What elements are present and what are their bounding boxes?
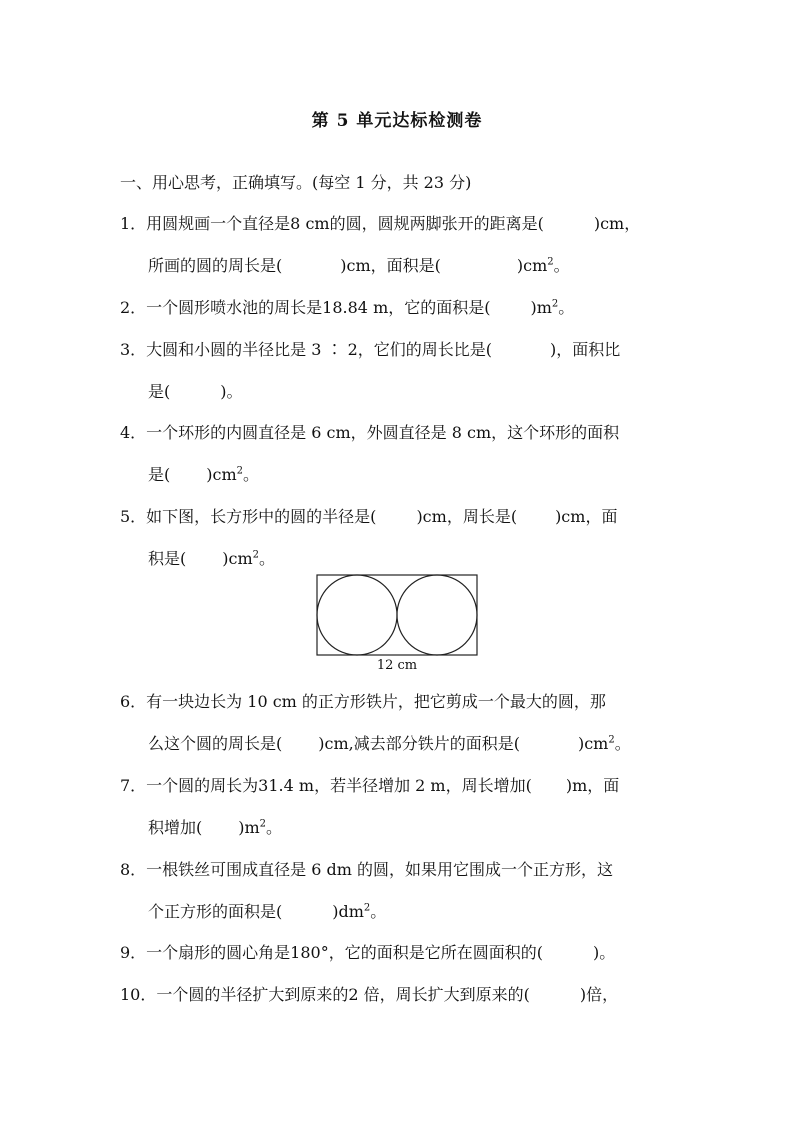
question-2 bbox=[120, 296, 574, 320]
rectangle-two-circles-figure bbox=[316, 574, 478, 656]
superscript: 2 bbox=[363, 902, 371, 914]
q5-text: )cm，面 bbox=[555, 507, 618, 526]
q5-text: 5．如下图，长方形中的圆的半径是( bbox=[120, 507, 377, 526]
question-1-line-1 bbox=[120, 212, 640, 236]
punctuation: 。 bbox=[614, 734, 631, 753]
q4-text: 是( bbox=[148, 465, 171, 484]
question-4-line-1 bbox=[120, 421, 619, 445]
q2-text: 2．一个圆形喷水池的周长是18.84 m，它的面积是( bbox=[120, 298, 491, 317]
q3-text: )。 bbox=[220, 382, 243, 401]
q2-text: )m bbox=[530, 298, 552, 317]
q7-text: 7．一个圆的周长为31.4 m，若半径增加 2 m，周长增加( bbox=[120, 776, 532, 795]
punctuation: 。 bbox=[266, 818, 283, 837]
q3-text: )，面积比 bbox=[550, 340, 621, 359]
q4-text: )cm bbox=[206, 465, 237, 484]
superscript: 2 bbox=[547, 256, 554, 268]
question-8-line-2 bbox=[148, 900, 386, 924]
q1-text: 1．用圆规画一个直径是8 cm的圆，圆规两脚张开的距离是( bbox=[120, 214, 544, 233]
q6-text: 6．有一块边长为 10 cm 的正方形铁片，把它剪成一个最大的圆，那 bbox=[120, 692, 606, 711]
left-circle bbox=[317, 575, 397, 655]
q8-text: )dm bbox=[332, 902, 364, 921]
q5-text: )cm bbox=[222, 549, 253, 568]
question-5-line-2 bbox=[148, 547, 275, 571]
punctuation: 。 bbox=[243, 465, 260, 484]
question-10 bbox=[120, 983, 618, 1007]
question-3-line-2 bbox=[148, 380, 243, 404]
punctuation: 。 bbox=[558, 298, 575, 317]
superscript: 2 bbox=[551, 298, 559, 310]
superscript: 2 bbox=[252, 549, 259, 561]
superscript: 2 bbox=[608, 734, 615, 746]
question-8-line-1 bbox=[120, 858, 613, 882]
page-title: 第 5 单元达标检测卷 bbox=[311, 111, 483, 131]
q1-text: )cm， bbox=[593, 214, 641, 233]
q9-text: 9．一个扇形的圆心角是180°，它的面积是它所在圆面积的( bbox=[120, 943, 543, 962]
q1-text: )cm bbox=[516, 256, 548, 275]
punctuation: 。 bbox=[259, 549, 276, 568]
q7-text: 积增加( bbox=[148, 818, 203, 837]
question-9 bbox=[120, 941, 615, 965]
punctuation: 。 bbox=[370, 902, 387, 921]
q5-text: 积是( bbox=[148, 549, 187, 568]
q10-text: )倍， bbox=[579, 985, 619, 1004]
q1-text: 所画的圆的周长是( bbox=[148, 256, 283, 275]
right-circle bbox=[397, 575, 477, 655]
question-7-line-1 bbox=[120, 774, 619, 798]
q10-text: 10．一个圆的半径扩大到原来的2 倍，周长扩大到原来的( bbox=[120, 985, 530, 1004]
q8-text: 8．一根铁丝可围成直径是 6 dm 的圆，如果用它围成一个正方形，这 bbox=[120, 860, 614, 879]
question-1-line-2 bbox=[148, 254, 570, 278]
superscript: 2 bbox=[259, 818, 267, 830]
q5-text: )cm，周长是( bbox=[416, 507, 518, 526]
q6-text: 么这个圆的周长是( bbox=[148, 734, 283, 753]
q3-text: 是( bbox=[148, 382, 171, 401]
section-heading: 一、用心思考，正确填写。(每空 1 分，共 23 分) bbox=[120, 173, 472, 192]
punctuation: 。 bbox=[553, 256, 570, 275]
q6-text: )cm bbox=[577, 734, 609, 753]
question-6-line-1 bbox=[120, 690, 606, 714]
superscript: 2 bbox=[236, 465, 243, 477]
figure-length-label: 12 cm bbox=[376, 658, 418, 673]
question-3-line-1 bbox=[120, 338, 620, 362]
q7-text: )m，面 bbox=[565, 776, 620, 795]
question-5-line-1 bbox=[120, 505, 617, 529]
q8-text: 个正方形的面积是( bbox=[148, 902, 283, 921]
q3-text: 3．大圆和小圆的半径比是 3 ∶ 2，它们的周长比是( bbox=[120, 340, 493, 359]
q1-text: )cm，面积是( bbox=[340, 256, 441, 275]
question-4-line-2 bbox=[148, 463, 259, 487]
q9-text: )。 bbox=[592, 943, 616, 962]
q7-text: )m bbox=[238, 818, 260, 837]
q6-text: )cm,减去部分铁片的面积是( bbox=[318, 734, 520, 753]
question-7-line-2 bbox=[148, 816, 282, 840]
question-6-line-2 bbox=[148, 732, 631, 756]
q4-text: 4．一个环形的内圆直径是 6 cm，外圆直径是 8 cm，这个环形的面积 bbox=[120, 423, 620, 442]
